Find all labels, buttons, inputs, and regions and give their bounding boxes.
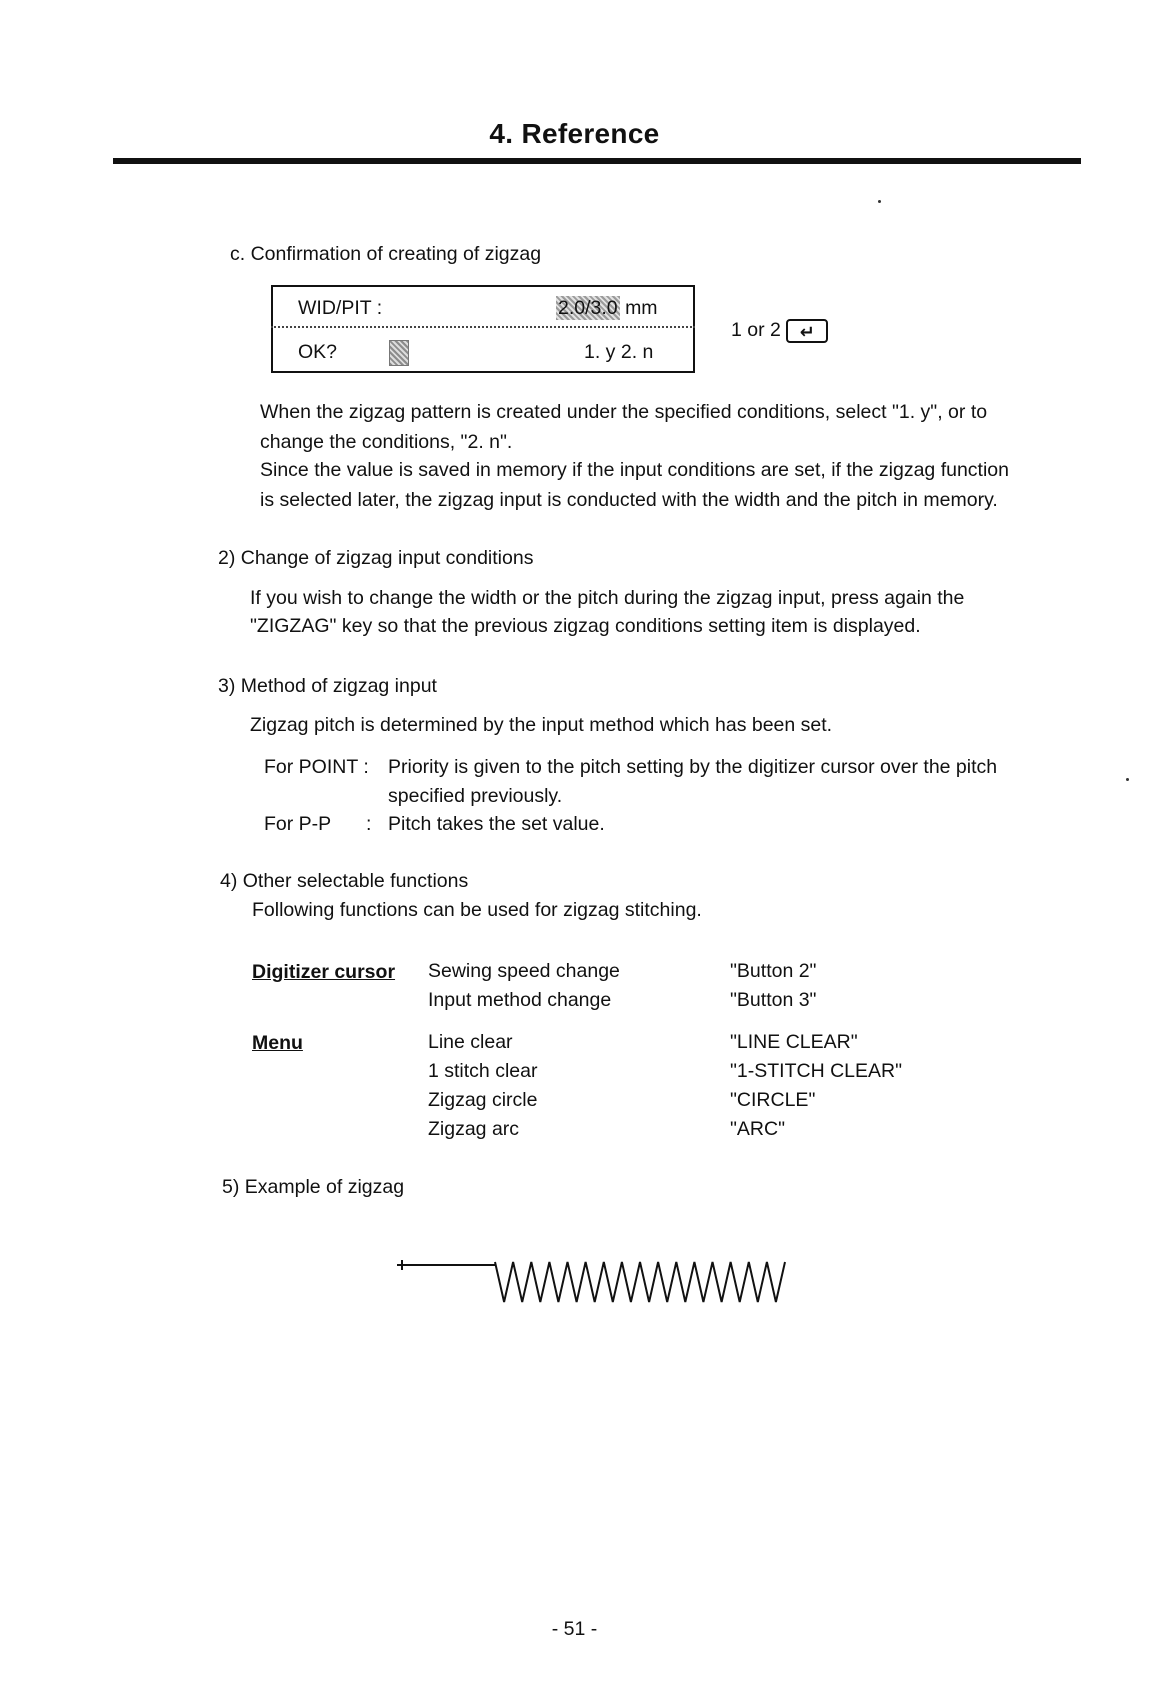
para1-line3: Since the value is saved in memory if the input conditions are set, if the zigzag function — [260, 459, 1009, 481]
section-4-intro: Following functions can be used for zigzag stitching. — [252, 899, 702, 921]
pp-text: Pitch takes the set value. — [388, 813, 605, 835]
zigzag-line — [495, 1262, 785, 1302]
group-label-digitizer-cursor: Digitizer cursor — [252, 961, 396, 983]
section-2-line1: If you wish to change the width or the pitch during the zigzag input, press again the — [250, 587, 965, 609]
title-rule — [113, 158, 1081, 164]
function-1-stitch-clear: 1 stitch clear — [428, 1060, 538, 1082]
lcd-cursor — [389, 340, 409, 366]
function-input-method-change: Input method change — [428, 989, 612, 1011]
section-c-heading: c. Confirmation of creating of zigzag — [230, 243, 542, 265]
lcd-wid-label: WID/PIT : — [298, 297, 383, 319]
function-line-clear: Line clear — [428, 1031, 513, 1053]
para1-line2: change the conditions, "2. n". — [260, 431, 513, 453]
function-zigzag-circle: Zigzag circle — [428, 1089, 538, 1111]
key-hint-text: 1 or 2 — [731, 319, 781, 341]
lcd-separator — [271, 326, 695, 328]
scan-speck — [1126, 778, 1129, 781]
lcd-wid-value-text: 2.0/3.0 — [558, 297, 618, 319]
lcd-wid-value — [556, 296, 658, 320]
page-number: - 51 - — [551, 1618, 598, 1640]
group-label-menu: Menu — [252, 1032, 303, 1054]
function-sewing-speed-change: Sewing speed change — [428, 960, 620, 982]
key-circle: "CIRCLE" — [730, 1089, 816, 1111]
lcd-options: 1. y 2. n — [584, 341, 654, 363]
key-line-clear: "LINE CLEAR" — [730, 1031, 858, 1053]
section-3-heading: 3) Method of zigzag input — [218, 675, 437, 697]
key-1-stitch-clear: "1-STITCH CLEAR" — [730, 1060, 903, 1082]
scan-speck — [878, 200, 881, 203]
lcd-wid-unit: mm — [625, 297, 658, 319]
section-5-heading: 5) Example of zigzag — [222, 1176, 405, 1198]
section-4-heading: 4) Other selectable functions — [220, 870, 469, 892]
section-2-heading: 2) Change of zigzag input conditions — [218, 547, 534, 569]
para1-line4: is selected later, the zigzag input is conducted with the width and the pitch in memory. — [260, 489, 998, 511]
function-zigzag-arc: Zigzag arc — [428, 1118, 520, 1140]
pp-label: For P-P — [264, 813, 332, 835]
key-arc: "ARC" — [730, 1118, 786, 1140]
section-3-intro: Zigzag pitch is determined by the input method which has been set. — [250, 714, 833, 736]
zigzag-stitch-pattern — [397, 1260, 785, 1302]
enter-key-icon: ↵ — [786, 319, 828, 343]
section-2-line2: "ZIGZAG" key so that the previous zigzag conditions setting item is displayed. — [250, 615, 921, 637]
key-hint — [731, 318, 828, 343]
key-button-2: "Button 2" — [730, 960, 817, 982]
pp-colon: : — [366, 813, 372, 835]
point-label: For POINT : — [264, 756, 369, 778]
lcd-ok-label: OK? — [298, 341, 338, 363]
page-title: 4. Reference — [489, 118, 660, 149]
point-line2: specified previously. — [388, 785, 563, 807]
zigzag-example-figure — [395, 1250, 790, 1310]
point-line1: Priority is given to the pitch setting by the digitizer cursor over the pitch — [388, 756, 998, 778]
key-button-3: "Button 3" — [730, 989, 817, 1011]
para1-line1: When the zigzag pattern is created under the specified conditions, select "1. y", or to — [260, 401, 988, 423]
